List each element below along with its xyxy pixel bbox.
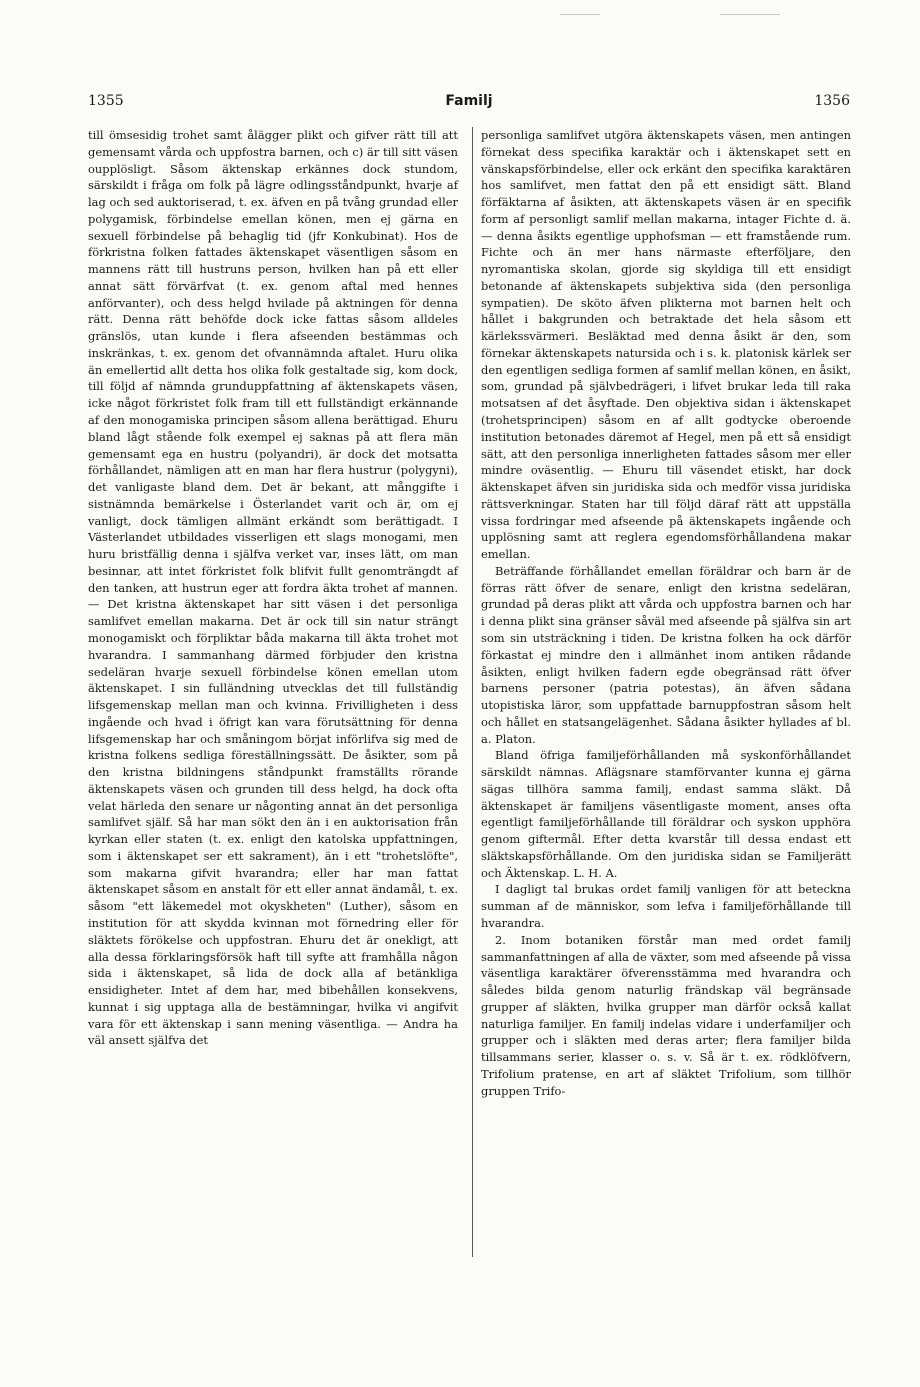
page-title: Familj bbox=[445, 93, 493, 109]
left-column bbox=[88, 127, 458, 1049]
paragraph: personliga samlifvet utgöra äktenskapets väsen, men antingen förnekat dess specifika karaktär och i äktenskapet sett en vänskapsförbindelse, eller ock erkänt den specifika karaktären hos samlifvet, men fattat den på ett ensidigt sätt. Bland förfäktarna af åsikten, att äktenskapets väsen är en specifik form af personligt samlif mellan makarna, intager Fichte d. ä. — denna åsikts egentlige upphofsman — ett framstående rum. Fichte och än mer hans närmaste efterföljare, den nyromantiska skolan, gjorde sig skyldiga till ett ensidigt betonande af äktenskapets subjektiva sida (den personliga sympatien). De sköto äfven plikterna mot barnen helt och hållet i bakgrunden och betraktade det hela såsom ett kärlekssvärmeri. Besläktad med denna åsikt är den, som förnekar äktenskapets natursida och i s. k. platonisk kärlek ser den egentligen sedliga formen af samlif mellan könen, en åsikt, som, grundad på självbedrägeri, i lifvet brukar leda till raka motsatsen af det åsyftade. Den objektiva sidan i äktenskapet (trohetsprincipen) såsom en af allt godtycke oberoende institution betonades däremot af Hegel, men på ett så ensidigt sätt, att den personliga innerligheten fattades såsom mer eller mindre oväsentlig. — Ehuru till väsendet etiskt, har dock äktenskapet äfven sin juridiska sida och medför vissa juridiska rättsverkningar. Staten har till följd däraf rätt att uppställa vissa fordringar med afseende på äktenskapets ingående och upplösning samt att reglera egendomsförhållandena makar emellan. bbox=[481, 128, 851, 562]
paragraph: Beträffande förhållandet emellan föräldrar och barn är de förras rätt öfver de senare, enligt den kristna sedeläran, grundad på deras plikt att vårda och uppfostra barnen och har i denna plikt sina gränser såväl med afseende på själfva sin art som sin utsträckning i tiden. De kristna folken ha ock därför förkastat ej mindre den i allmänhet inom antiken rådande åsikten, enligt hvilken fadern egde obegränsad rätt öfver barnens personer (patria potestas), än äfven sådana utopistiska läror, som uppfattade barnuppfostran såsom helt och hållet en statsangelägenhet. Sådana åsikter hyllades af bl. a. Platon. bbox=[481, 563, 851, 746]
scan-mark bbox=[720, 14, 780, 15]
scan-mark bbox=[560, 14, 600, 15]
paragraph: till ömsesidig trohet samt ålägger plikt och gifver rätt till att gemensamt vårda och uppfostra barnen, och c) är till sitt väsen oupplösligt. Såsom äktenskap erkännes dock stundom, särskildt i fråga om folk på lägre odlingsståndpunkt, hvarje af lag och sed auktoriserad, t. ex. äfven en på tvång grundad eller polygamisk, förbindelse emellan könen, men ej gärna en sexuell förbindelse på behaglig tid (jfr Konkubinat). Hos de förkristna folken fattades äktenskapet väsentligen såsom en mannens rätt till hustruns person, hvilken han på ett eller annat sätt förvärfvat (t. ex. genom aftal med hennes anförvanter), och dess helgd hvilade på aktningen för denna rätt. Denna rätt behöfde dock icke fattas såsom alldeles gränslös, utan kunde i flera afseenden bestämmas och inskränkas, t. ex. genom det ofvannämnda aftalet. Huru olika än emellertid allt detta hos olika folk gestaltade sig, kom dock, till följd af nämnda grunduppfattning af äktenskapets väsen, icke något förkristet folk fram till ett fullständigt erkännande af den monogamiska principen såsom allena berättigad. Ehuru bland lågt stående folk exempel ej saknas på att flera män gemensamt ega en hustru (polyandri), är dock det motsatta förhållandet, nämligen att en man har flera hustrur (polygyni), det vanligaste bland dem. Det är bekant, att månggifte i sistnämnda bemärkelse i Österlandet varit och är, om ej vanligt, dock tämligen allmänt erkändt som berättigadt. I Västerlandet utbildades visserligen ett slags monogami, men huru bristfällig denna i själfva verket var, inses lätt, om man besinnar, att intet förkristet folk blifvit fullt genomträngdt af den tanken, att hustrun eger att fordra äkta trohet af mannen. — Det kristna äktenskapet har sitt väsen i det personliga samlifvet emellan makarna. Det är ock till sin natur strängt monogamiskt och förpliktar båda makarna till äkta trohet mot hvarandra. I sammanhang därmed förbjuder den kristna sedeläran hvarje sexuell förbindelse könen emellan utom äktenskapet. I sin fulländning utvecklas det till fullständig lifsgemenskap mellan man och kvinna. Frivilligheten i dess ingående och hvad i öfrigt kan vara förutsättning för denna lifsgemenskap har och småningom börjat införlifva sig med de kristna folkens sedliga föreställningssätt. De åsikter, som på den kristna bildningens ståndpunkt framställts rörande äktenskapets väsen och grunden till dess helgd, ha dock ofta velat härleda den senare ur någonting annat än det personliga samlifvet själf. Så har man sökt den än i en auktorisation från kyrkan eller staten (t. ex. enligt den katolska uppfattningen, som i äktenskapet ser ett sakrament), än i ett "trohetslöfte", som makarna gifvit hvarandra; eller har man fattat äktenskapet såsom en anstalt för ett eller annat ändamål, t. ex. såsom "ett läkemedel mot okyskheten" (Luther), såsom en institution för att skydda kvinnan mot förnedring eller för släktets förökelse och uppfostran. Ehuru det är onekligt, att alla dessa förklaringsförsök haft till syfte att framhålla någon sida i äktenskapet, så lida de dock alla af betänkliga ensidigheter. Intet af dem har, med bibehållen konsekvens, kunnat i sig upptaga alla de bestämningar, hvilka vi angifvit vara för ett äktenskap i sann mening väsentliga. — Andra ha väl ansett själfva det bbox=[88, 128, 458, 1048]
page-number-left: 1355 bbox=[88, 93, 124, 109]
paragraph: Bland öfriga familjeförhållanden må syskonförhållandet särskildt nämnas. Aflägsnare stamförvanter kunna ej gärna sägas tillhöra samma familj, endast samma släkt. Då äktenskapet är familjens väsentligaste moment, anses ofta egentligt familjeförhållande till föräldrar och syskon upphöra genom giftermål. Efter detta kvarstår till dessa endast ett släktskapsförhållande. Om den juridiska sidan se Familjerätt och Äktenskap. L. H. A. bbox=[481, 748, 851, 880]
column-divider bbox=[472, 127, 473, 1257]
page-number-right: 1356 bbox=[814, 93, 850, 109]
page-header bbox=[88, 93, 850, 117]
paragraph: 2. Inom botaniken förstår man med ordet familj sammanfattningen af alla de växter, som med afseende på vissa väsentliga karaktärer öfverensstämma med hvarandra och således bilda genom naturlig frändskap väl begränsade grupper af släkten, hvilka grupper man därför också kallat naturliga familjer. En familj indelas vidare i underfamiljer och grupper och i släkten med deras arter; flera familjer bilda tillsammans serier, klasser o. s. v. Så är t. ex. rödklöfvern, Trifolium pratense, en art af släktet Trifolium, som tillhör gruppen Trifo- bbox=[481, 932, 851, 1098]
right-column bbox=[481, 127, 851, 1099]
paragraph: I dagligt tal brukas ordet familj vanligen för att beteckna summan af de människor, som lefva i familjeförhållande till hvarandra. bbox=[481, 882, 851, 930]
